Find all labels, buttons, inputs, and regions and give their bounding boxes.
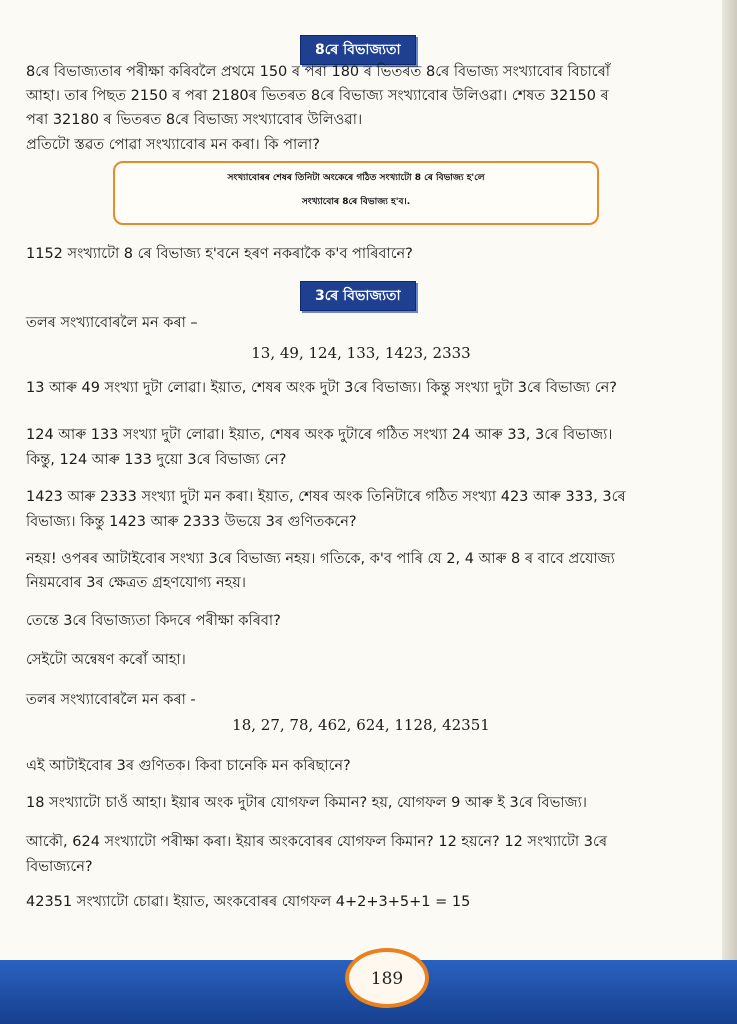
paragraph-line: 18 সংখ্যাটো চাওঁ আহা। ইয়াৰ অংক দুটাৰ যোগফল কিমান? হয়, যোগফল 9 আৰু ই 3ৰে বিভাজ্য।	[26, 795, 587, 811]
section-heading-divisibility-8: 8ৰে বিভাজ্যতা	[300, 35, 416, 65]
question-line: 1152 সংখ্যাটো 8 ৰে বিভাজ্য হ'বনে হৰণ নকৰাকৈ ক'ব পাৰিবানে?	[26, 246, 413, 262]
page-number: 189	[370, 969, 404, 989]
paragraph-line: তলৰ সংখ্যাবোৰলৈ মন কৰা -	[26, 692, 196, 708]
paragraph-line: প্ৰতিটো স্তৱত পোৱা সংখ্যাবোৰ মন কৰা। কি পালা?	[26, 137, 320, 153]
paragraph-line: পৰা 32180 ৰ ভিতৰত 8ৰে বিভাজ্য সংখ্যাবোৰ উলিওৱা।	[26, 112, 363, 128]
paragraph-line: 124 আৰু 133 সংখ্যা দুটা লোৱা। ইয়াত, শেষৰ অংক দুটাৰে গঠিত সংখ্যা 24 আৰু 33, 3ৰে বিভাজ্য।	[26, 427, 613, 443]
number-list: 18, 27, 78, 462, 624, 1128, 42351	[232, 716, 490, 734]
paragraph-line: বিভাজ্যনে?	[26, 859, 93, 875]
paragraph-line: কিন্তু, 124 আৰু 133 দুয়ো 3ৰে বিভাজ্য নে?	[26, 452, 287, 468]
paragraph-line: নহয়! ওপৰৰ আটাইবোৰ সংখ্যা 3ৰে বিভাজ্য নহয়। গতিকে, ক'ব পাৰি যে 2, 4 আৰু 8 ৰ বাবে প্ৰযোজ্য	[26, 551, 615, 567]
page-number-badge	[345, 948, 429, 1008]
paragraph-line: তেন্তে 3ৰে বিভাজ্যতা কিদৰে পৰীক্ষা কৰিবা?	[26, 613, 281, 629]
paragraph-line: সেইটো অন্বেষণ কৰোঁ আহা।	[26, 652, 186, 668]
section-heading-divisibility-3: 3ৰে বিভাজ্যতা	[300, 281, 416, 311]
paragraph-line: আহা। তাৰ পিছত 2150 ৰ পৰা 2180ৰ ভিতৰত 8ৰে বিভাজ্য সংখ্যাবোৰ উলিওৱা। শেষত 32150 ৰ	[26, 88, 609, 104]
paragraph-line: বিভাজ্য। কিন্তু 1423 আৰু 2333 উভয়ে 3ৰ গুণিতকনে?	[26, 514, 357, 530]
paragraph-line: এই আটাইবোৰ 3ৰ গুণিতক। কিবা চানেকি মন কৰিছানে?	[26, 758, 351, 774]
number-list: 13, 49, 124, 133, 1423, 2333	[251, 344, 471, 362]
paragraph-line: 42351 সংখ্যাটো চোৱা। ইয়াত, অংকবোৰৰ যোগফল 4+2+3+5+1 = 15	[26, 894, 471, 910]
callout-line: সংখ্যাবোৰ 8ৰে বিভাজ্য হ'ব।.	[301, 197, 411, 207]
paragraph-line: 8ৰে বিভাজ্যতাৰ পৰীক্ষা কৰিবলৈ প্ৰথমে 150 ৰ পৰা 180 ৰ ভিতৰত 8ৰে বিভাজ্য সংখ্যাবোৰ বিচাৰোঁ	[26, 64, 610, 80]
paragraph-line: 1423 আৰু 2333 সংখ্যা দুটা মন কৰা। ইয়াত, শেষৰ অংক তিনিটাৰে গঠিত সংখ্যা 423 আৰু 333, 3ৰে	[26, 489, 626, 505]
callout-line: সংখ্যাবোৰৰ শেষৰ তিনিটা অংকেৰে গঠিত সংখ্যাটো 8 ৰে বিভাজ্য হ'লে	[227, 173, 485, 183]
paragraph-line: তলৰ সংখ্যাবোৰলৈ মন কৰা –	[26, 315, 198, 331]
page-edge	[722, 0, 737, 1024]
rule-callout-box	[113, 161, 599, 225]
paragraph-line: আকৌ, 624 সংখ্যাটো পৰীক্ষা কৰা। ইয়াৰ অংকবোৰৰ যোগফল কিমান? 12 হয়নে? 12 সংখ্যাটো 3ৰে	[26, 834, 607, 850]
paragraph-line: 13 আৰু 49 সংখ্যা দুটা লোৱা। ইয়াত, শেষৰ অংক দুটা 3ৰে বিভাজ্য। কিন্তু সংখ্যা দুটা 3ৰে বিভাজ্য নে?	[26, 380, 617, 396]
paragraph-line: নিয়মবোৰ 3ৰ ক্ষেত্ৰত গ্ৰহণযোগ্য নহয়।	[26, 575, 246, 591]
